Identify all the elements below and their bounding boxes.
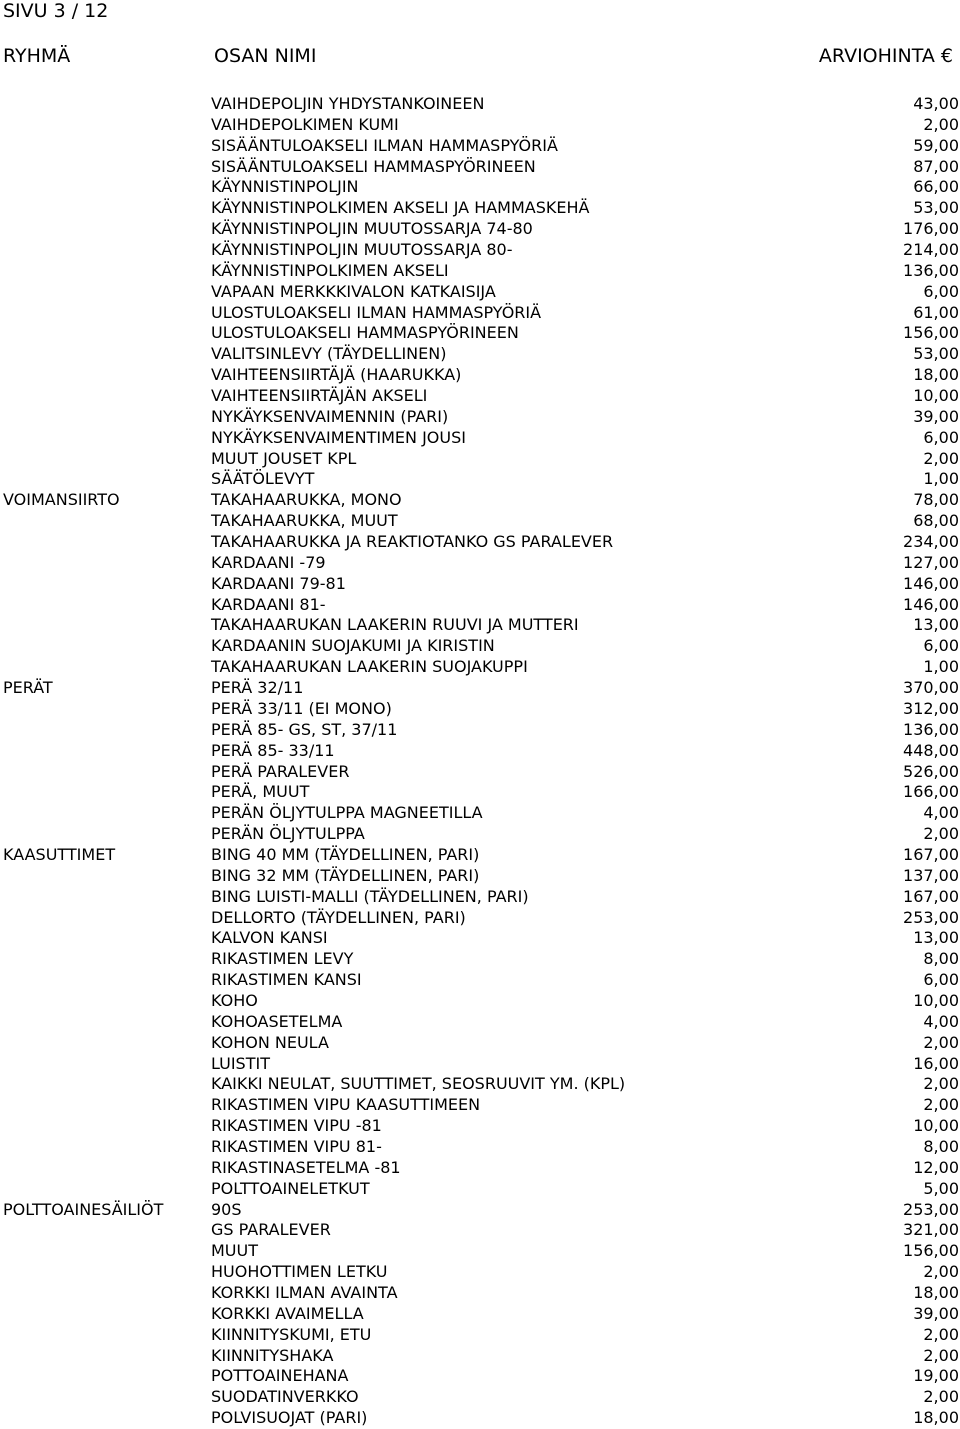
table-row <box>0 219 960 240</box>
part-name-cell: LUISTIT <box>211 1053 270 1073</box>
part-name-cell: KÄYNNISTINPOLKIMEN AKSELI <box>211 260 449 280</box>
part-name-cell: HUOHOTTIMEN LETKU <box>211 1262 388 1282</box>
table-row <box>0 887 960 908</box>
column-headers <box>0 44 960 68</box>
table-row <box>0 866 960 887</box>
part-name-cell: PERÄ 33/11 (EI MONO) <box>211 698 392 718</box>
table-row <box>0 657 960 678</box>
price-cell: 526,00 <box>903 761 959 781</box>
price-cell: 2,00 <box>923 1324 959 1344</box>
table-row <box>0 428 960 449</box>
price-cell: 2,00 <box>923 1345 959 1365</box>
part-name-cell: RIKASTIMEN VIPU KAASUTTIMEEN <box>211 1095 481 1115</box>
part-name-cell: RIKASTIMEN VIPU -81 <box>211 1116 382 1136</box>
part-name-cell: MUUT JOUSET KPL <box>211 448 357 468</box>
table-row <box>0 261 960 282</box>
part-name-cell: BING 40 MM (TÄYDELLINEN, PARI) <box>211 844 480 864</box>
table-row <box>0 157 960 178</box>
price-cell: 4,00 <box>923 803 959 823</box>
price-cell: 18,00 <box>913 365 959 385</box>
column-header-part-name: OSAN NIMI <box>214 45 317 67</box>
part-name-cell: POLTTOAINELETKUT <box>211 1178 370 1198</box>
price-cell: 6,00 <box>923 636 959 656</box>
table-row <box>0 1346 960 1367</box>
page-number: SIVU 3 / 12 <box>3 0 109 22</box>
price-cell: 137,00 <box>903 865 959 885</box>
table-row <box>0 1283 960 1304</box>
group-cell: POLTTOAINESÄILIÖT <box>3 1199 164 1219</box>
table-row <box>0 824 960 845</box>
price-cell: 53,00 <box>913 198 959 218</box>
table-row <box>0 991 960 1012</box>
part-name-cell: VAIHTEENSIIRTÄJÄN AKSELI <box>211 386 428 406</box>
table-row <box>0 595 960 616</box>
price-cell: 10,00 <box>913 386 959 406</box>
table-row <box>0 1366 960 1387</box>
part-name-cell: TAKAHAARUKAN LAAKERIN RUUVI JA MUTTERI <box>211 615 579 635</box>
table-row <box>0 282 960 303</box>
price-cell: 53,00 <box>913 344 959 364</box>
price-cell: 6,00 <box>923 427 959 447</box>
price-cell: 2,00 <box>923 448 959 468</box>
group-cell: KAASUTTIMET <box>3 844 116 864</box>
price-cell: 127,00 <box>903 552 959 572</box>
table-row <box>0 1200 960 1221</box>
table-row <box>0 177 960 198</box>
table-row <box>0 949 960 970</box>
part-name-cell: KÄYNNISTINPOLJIN <box>211 177 359 197</box>
part-name-cell: RIKASTIMEN LEVY <box>211 949 354 969</box>
price-cell: 156,00 <box>903 323 959 343</box>
price-cell: 2,00 <box>923 824 959 844</box>
part-name-cell: TAKAHAARUKKA JA REAKTIOTANKO GS PARALEVER <box>211 532 614 552</box>
part-name-cell: KÄYNNISTINPOLJIN MUUTOSSARJA 80- <box>211 240 513 260</box>
table-row <box>0 678 960 699</box>
price-cell: 2,00 <box>923 1387 959 1407</box>
price-cell: 2,00 <box>923 114 959 134</box>
part-name-cell: KOHOASETELMA <box>211 1011 343 1031</box>
price-cell: 2,00 <box>923 1032 959 1052</box>
table-row <box>0 1158 960 1179</box>
table-row <box>0 720 960 741</box>
table-row <box>0 1137 960 1158</box>
table-row <box>0 1408 960 1429</box>
part-name-cell: DELLORTO (TÄYDELLINEN, PARI) <box>211 907 466 927</box>
part-name-cell: 90S <box>211 1199 242 1219</box>
part-name-cell: ULOSTULOAKSELI HAMMASPYÖRINEEN <box>211 323 519 343</box>
price-cell: 1,00 <box>923 657 959 677</box>
part-name-cell: PERÄ, MUUT <box>211 782 310 802</box>
table-row <box>0 762 960 783</box>
price-cell: 167,00 <box>903 844 959 864</box>
price-cell: 8,00 <box>923 1136 959 1156</box>
price-cell: 2,00 <box>923 1074 959 1094</box>
table-row <box>0 94 960 115</box>
part-name-cell: KÄYNNISTINPOLKIMEN AKSELI JA HAMMASKEHÄ <box>211 198 590 218</box>
price-cell: 167,00 <box>903 886 959 906</box>
table-row <box>0 1220 960 1241</box>
part-name-cell: KORKKI ILMAN AVAINTA <box>211 1282 398 1302</box>
table-row <box>0 803 960 824</box>
price-cell: 6,00 <box>923 970 959 990</box>
price-cell: 312,00 <box>903 698 959 718</box>
price-cell: 13,00 <box>913 928 959 948</box>
table-row <box>0 1116 960 1137</box>
part-name-cell: RIKASTIMEN VIPU 81- <box>211 1136 382 1156</box>
price-cell: 176,00 <box>903 219 959 239</box>
table-row <box>0 344 960 365</box>
table-row <box>0 303 960 324</box>
part-name-cell: NYKÄYKSENVAIMENTIMEN JOUSI <box>211 427 466 447</box>
price-cell: 10,00 <box>913 990 959 1010</box>
part-name-cell: GS PARALEVER <box>211 1220 331 1240</box>
part-name-cell: RIKASTINASETELMA -81 <box>211 1157 401 1177</box>
table-row <box>0 115 960 136</box>
price-cell: 166,00 <box>903 782 959 802</box>
part-name-cell: PERÄ 32/11 <box>211 678 304 698</box>
table-row <box>0 699 960 720</box>
table-row <box>0 1325 960 1346</box>
part-name-cell: RIKASTIMEN KANSI <box>211 970 362 990</box>
table-row <box>0 136 960 157</box>
table-row <box>0 386 960 407</box>
part-name-cell: NYKÄYKSENVAIMENNIN (PARI) <box>211 406 449 426</box>
table-row <box>0 928 960 949</box>
table-row <box>0 1074 960 1095</box>
table-row <box>0 407 960 428</box>
price-cell: 253,00 <box>903 1199 959 1219</box>
table-row <box>0 1054 960 1075</box>
table-row <box>0 1179 960 1200</box>
part-name-cell: TAKAHAARUKAN LAAKERIN SUOJAKUPPI <box>211 657 528 677</box>
table-row <box>0 1012 960 1033</box>
part-name-cell: SISÄÄNTULOAKSELI ILMAN HAMMASPYÖRIÄ <box>211 135 558 155</box>
part-name-cell: BING 32 MM (TÄYDELLINEN, PARI) <box>211 865 480 885</box>
table-row <box>0 845 960 866</box>
part-name-cell: KARDAANI 81- <box>211 594 326 614</box>
part-name-cell: POTTOAINEHANA <box>211 1366 349 1386</box>
price-cell: 68,00 <box>913 511 959 531</box>
table-row <box>0 1304 960 1325</box>
part-name-cell: KARDAANI 79-81 <box>211 573 346 593</box>
price-cell: 5,00 <box>923 1178 959 1198</box>
price-cell: 13,00 <box>913 615 959 635</box>
parts-price-list <box>0 94 960 1429</box>
price-cell: 61,00 <box>913 302 959 322</box>
part-name-cell: VAIHTEENSIIRTÄJÄ (HAARUKKA) <box>211 365 462 385</box>
price-cell: 78,00 <box>913 490 959 510</box>
price-cell: 59,00 <box>913 135 959 155</box>
price-cell: 39,00 <box>913 1303 959 1323</box>
column-header-price: ARVIOHINTA € <box>818 45 953 67</box>
price-cell: 146,00 <box>903 573 959 593</box>
table-row <box>0 1033 960 1054</box>
column-header-group: RYHMÄ <box>3 45 71 67</box>
part-name-cell: PERÄ PARALEVER <box>211 761 350 781</box>
part-name-cell: SÄÄTÖLEVYT <box>211 469 315 489</box>
table-row <box>0 449 960 470</box>
part-name-cell: SUODATINVERKKO <box>211 1387 359 1407</box>
price-cell: 8,00 <box>923 949 959 969</box>
price-cell: 1,00 <box>923 469 959 489</box>
price-cell: 2,00 <box>923 1095 959 1115</box>
price-cell: 16,00 <box>913 1053 959 1073</box>
table-row <box>0 198 960 219</box>
table-row <box>0 532 960 553</box>
part-name-cell: SISÄÄNTULOAKSELI HAMMASPYÖRINEEN <box>211 156 536 176</box>
table-row <box>0 908 960 929</box>
table-row <box>0 490 960 511</box>
table-row <box>0 323 960 344</box>
price-cell: 39,00 <box>913 406 959 426</box>
price-cell: 146,00 <box>903 594 959 614</box>
price-cell: 214,00 <box>903 240 959 260</box>
price-cell: 2,00 <box>923 1262 959 1282</box>
price-cell: 10,00 <box>913 1116 959 1136</box>
price-cell: 6,00 <box>923 281 959 301</box>
part-name-cell: KOHON NEULA <box>211 1032 329 1052</box>
table-row <box>0 782 960 803</box>
part-name-cell: VAIHDEPOLJIN YHDYSTANKOINEEN <box>211 94 485 113</box>
table-row <box>0 553 960 574</box>
part-name-cell: TAKAHAARUKKA, MONO <box>211 490 402 510</box>
group-cell: VOIMANSIIRTO <box>3 490 120 510</box>
price-cell: 43,00 <box>913 94 959 113</box>
table-row <box>0 1095 960 1116</box>
part-name-cell: KIINNITYSHAKA <box>211 1345 334 1365</box>
price-cell: 234,00 <box>903 532 959 552</box>
part-name-cell: ULOSTULOAKSELI ILMAN HAMMASPYÖRIÄ <box>211 302 542 322</box>
table-row <box>0 240 960 261</box>
price-cell: 136,00 <box>903 719 959 739</box>
table-row <box>0 636 960 657</box>
price-cell: 136,00 <box>903 260 959 280</box>
price-cell: 448,00 <box>903 740 959 760</box>
part-name-cell: BING LUISTI-MALLI (TÄYDELLINEN, PARI) <box>211 886 529 906</box>
price-cell: 66,00 <box>913 177 959 197</box>
table-row <box>0 511 960 532</box>
table-row <box>0 1387 960 1408</box>
part-name-cell: TAKAHAARUKKA, MUUT <box>211 511 398 531</box>
part-name-cell: PERÄN ÖLJYTULPPA <box>211 824 365 844</box>
table-row <box>0 970 960 991</box>
group-cell: PERÄT <box>3 678 53 698</box>
price-cell: 253,00 <box>903 907 959 927</box>
price-cell: 321,00 <box>903 1220 959 1240</box>
price-cell: 156,00 <box>903 1241 959 1261</box>
part-name-cell: PERÄ 85- 33/11 <box>211 740 335 760</box>
price-cell: 19,00 <box>913 1366 959 1386</box>
part-name-cell: KORKKI AVAIMELLA <box>211 1303 364 1323</box>
price-cell: 370,00 <box>903 678 959 698</box>
part-name-cell: KALVON KANSI <box>211 928 328 948</box>
part-name-cell: PERÄ 85- GS, ST, 37/11 <box>211 719 398 739</box>
price-cell: 4,00 <box>923 1011 959 1031</box>
part-name-cell: KIINNITYSKUMI, ETU <box>211 1324 372 1344</box>
table-row <box>0 365 960 386</box>
part-name-cell: VALITSINLEVY (TÄYDELLINEN) <box>211 344 447 364</box>
part-name-cell: VAPAAN MERKKKIVALON KATKAISIJA <box>211 281 496 301</box>
table-row <box>0 615 960 636</box>
part-name-cell: VAIHDEPOLKIMEN KUMI <box>211 114 399 134</box>
part-name-cell: POLVISUOJAT (PARI) <box>211 1408 368 1428</box>
part-name-cell: KARDAANI -79 <box>211 552 326 572</box>
price-cell: 18,00 <box>913 1282 959 1302</box>
part-name-cell: PERÄN ÖLJYTULPPA MAGNEETILLA <box>211 803 483 823</box>
table-row <box>0 741 960 762</box>
part-name-cell: MUUT <box>211 1241 258 1261</box>
price-cell: 87,00 <box>913 156 959 176</box>
table-row <box>0 1241 960 1262</box>
part-name-cell: KAIKKI NEULAT, SUUTTIMET, SEOSRUUVIT YM. (KPL) <box>211 1074 626 1094</box>
part-name-cell: KOHO <box>211 990 258 1010</box>
table-row <box>0 469 960 490</box>
part-name-cell: KARDAANIN SUOJAKUMI JA KIRISTIN <box>211 636 495 656</box>
price-cell: 12,00 <box>913 1157 959 1177</box>
table-row <box>0 574 960 595</box>
table-row <box>0 1262 960 1283</box>
price-cell: 18,00 <box>913 1408 959 1428</box>
part-name-cell: KÄYNNISTINPOLJIN MUUTOSSARJA 74-80 <box>211 219 533 239</box>
